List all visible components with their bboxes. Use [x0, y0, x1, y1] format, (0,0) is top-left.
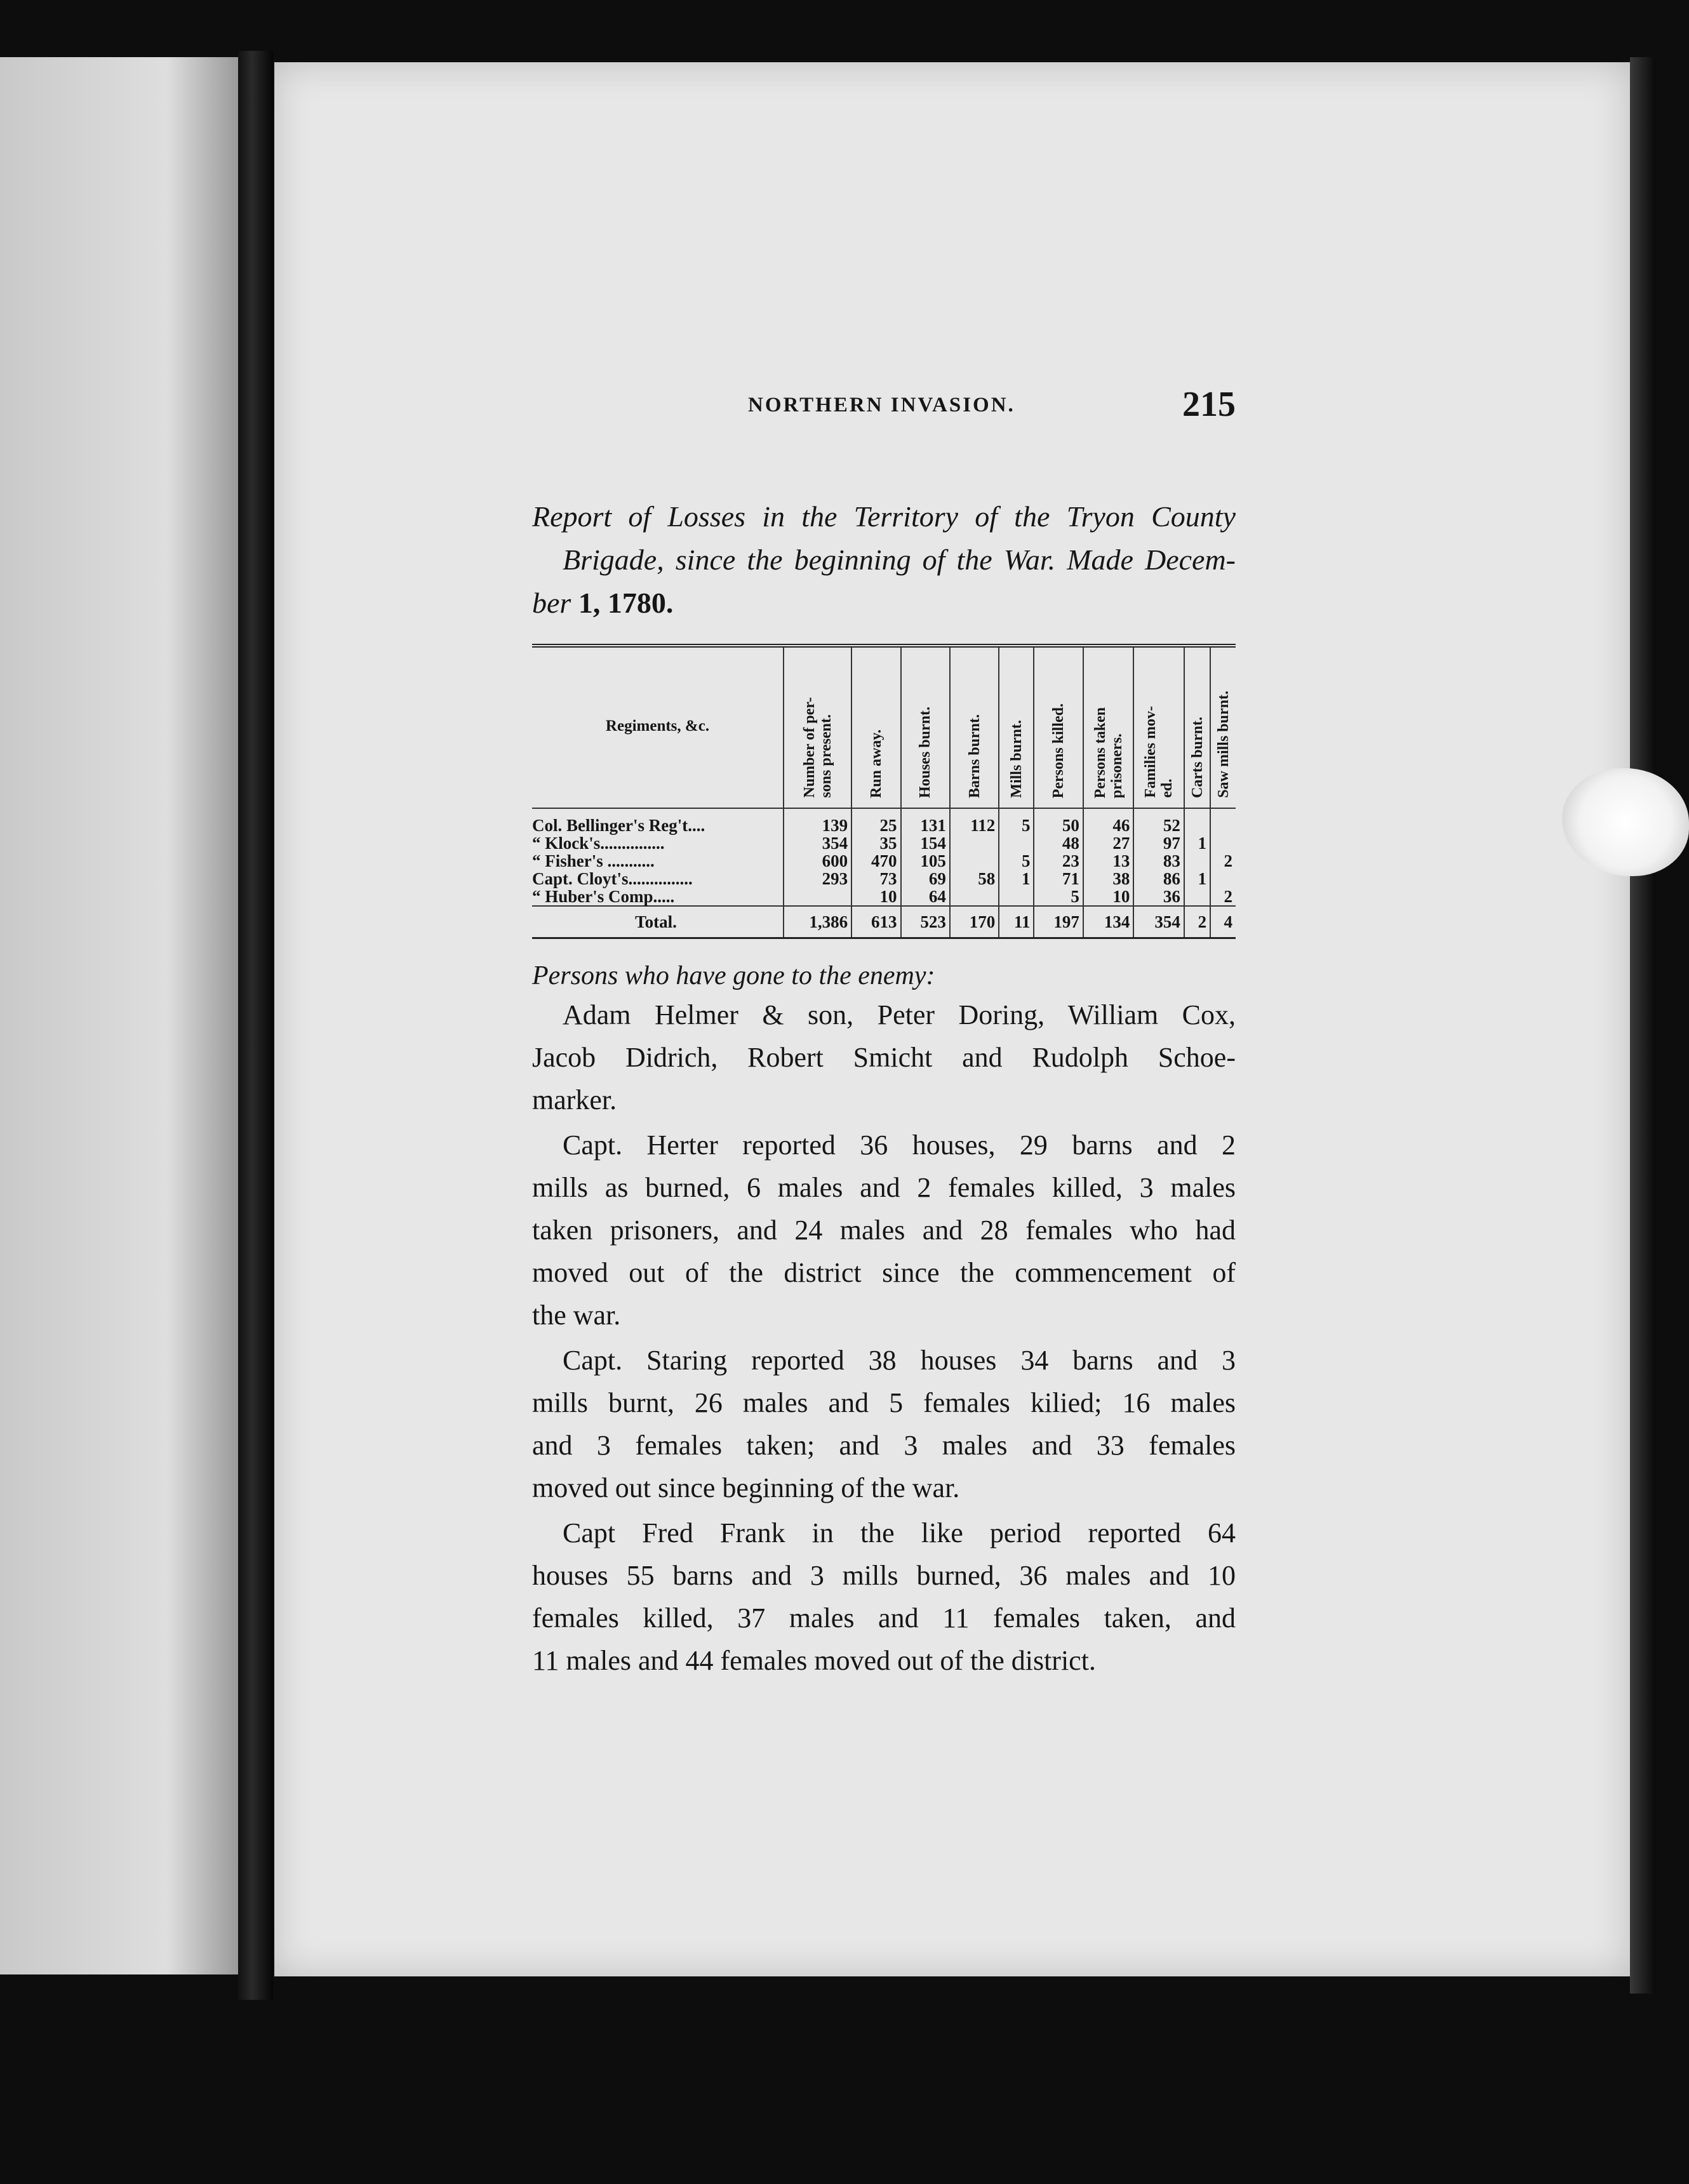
- column-header: Persons taken prisoners.: [1083, 646, 1134, 808]
- table-cell: 64: [901, 888, 950, 906]
- table-cell: [999, 834, 1034, 852]
- table-cell: 154: [901, 834, 950, 852]
- paragraph: [532, 1512, 1236, 1682]
- table-cell: 10: [1083, 888, 1134, 906]
- text-line: mills as burned, 6 males and 2 females killed, 3 males: [532, 1172, 1236, 1203]
- text-line: Capt. Herter reported 36 houses, 29 barns and 2: [563, 1129, 1236, 1161]
- table-cell: 1: [1184, 870, 1210, 888]
- total-cell: 11: [999, 906, 1034, 938]
- text-line: Capt. Staring reported 38 houses 34 barns and 3: [563, 1345, 1236, 1376]
- column-header: Carts burnt.: [1184, 646, 1210, 808]
- table-cell: 139: [784, 808, 851, 834]
- total-cell: 354: [1133, 906, 1184, 938]
- table-cell: 36: [1133, 888, 1184, 906]
- table-cell: 69: [901, 870, 950, 888]
- table-cell: 2: [1210, 852, 1236, 870]
- page-number: 215: [1182, 385, 1236, 424]
- row-label: “ Klock's...............: [532, 834, 665, 853]
- table-cell: 97: [1133, 834, 1184, 852]
- table-cell: [784, 888, 851, 906]
- left-page-edge: [0, 57, 238, 1974]
- text-line: Capt Fred Frank in the like period reported 64: [563, 1517, 1236, 1548]
- text-line: 11 males and 44 females moved out of the district.: [532, 1645, 1096, 1676]
- table-cell: 10: [851, 888, 900, 906]
- column-header: Number of per- sons present.: [784, 646, 851, 808]
- table-cell: 23: [1034, 852, 1083, 870]
- table-cell: 5: [1034, 888, 1083, 906]
- text-line: Adam Helmer & son, Peter Doring, William Cox,: [563, 999, 1236, 1030]
- table-row: [532, 852, 1236, 870]
- table-cell: [950, 888, 999, 906]
- column-header: Mills burnt.: [999, 646, 1034, 808]
- table-cell: 1: [999, 870, 1034, 888]
- text-line: moved out since beginning of the war.: [532, 1472, 960, 1503]
- table-cell: [1210, 870, 1236, 888]
- table-cell: 5: [999, 852, 1034, 870]
- table-cell: 600: [784, 852, 851, 870]
- running-head: [532, 381, 1236, 432]
- table-cell: 470: [851, 852, 900, 870]
- text-line: mills burnt, 26 males and 5 females kilied; 16 males: [532, 1387, 1236, 1418]
- table-total-row: [532, 906, 1236, 938]
- row-header: Regiments, &c.: [532, 646, 784, 808]
- table-cell: [1184, 852, 1210, 870]
- paragraph: [532, 1124, 1236, 1336]
- table-row: [532, 888, 1236, 906]
- table-cell: 293: [784, 870, 851, 888]
- table-cell: 83: [1133, 852, 1184, 870]
- table-row: [532, 870, 1236, 888]
- total-cell: 197: [1034, 906, 1083, 938]
- caption-line: [532, 582, 1236, 625]
- losses-table: [532, 644, 1236, 939]
- total-cell: 613: [851, 906, 900, 938]
- caption-italic-fragment: ber: [532, 587, 571, 619]
- table-cell: 52: [1133, 808, 1184, 834]
- table-cell: 48: [1034, 834, 1083, 852]
- table-cell: 1: [1184, 834, 1210, 852]
- column-header: Barns burnt.: [950, 646, 999, 808]
- table-cell: 105: [901, 852, 950, 870]
- text-line: moved out of the district since the commencement of: [532, 1257, 1236, 1288]
- table-cell: 25: [851, 808, 900, 834]
- caption-date: 1, 1780.: [571, 587, 674, 619]
- row-label: Capt. Cloyt's...............: [532, 869, 693, 888]
- text-line: females killed, 37 males and 11 females taken, and: [532, 1602, 1236, 1634]
- table-cell: [950, 852, 999, 870]
- column-header: Houses burnt.: [901, 646, 950, 808]
- total-label: Total.: [532, 906, 784, 938]
- right-page-edge: [1630, 57, 1655, 1994]
- text-line: taken prisoners, and 24 males and 28 females who had: [532, 1215, 1236, 1246]
- table-cell: 35: [851, 834, 900, 852]
- row-label: “ Fisher's ...........: [532, 851, 655, 870]
- text-line: Jacob Didrich, Robert Smicht and Rudolph Schoe-: [532, 1042, 1236, 1073]
- table-cell: 13: [1083, 852, 1134, 870]
- text-line: houses 55 barns and 3 mills burned, 36 males and 10: [532, 1560, 1236, 1591]
- text-line: and 3 females taken; and 3 males and 33 females: [532, 1430, 1236, 1461]
- table-cell: 50: [1034, 808, 1083, 834]
- row-label: Col. Bellinger's Reg't....: [532, 816, 705, 835]
- table-cell: [1184, 808, 1210, 834]
- paragraph: [532, 1339, 1236, 1509]
- row-label: “ Huber's Comp.....: [532, 887, 675, 906]
- column-header: Families mov- ed.: [1133, 646, 1184, 808]
- book-gutter: [238, 51, 273, 2000]
- table-cell: [950, 834, 999, 852]
- column-header: Saw mills burnt.: [1210, 646, 1236, 808]
- table-cell: 2: [1210, 888, 1236, 906]
- running-title: NORTHERN INVASION.: [748, 394, 1015, 416]
- table-cell: 112: [950, 808, 999, 834]
- section-subhead: Persons who have gone to the enemy:: [532, 961, 935, 990]
- total-cell: 170: [950, 906, 999, 938]
- total-cell: 523: [901, 906, 950, 938]
- column-header: Persons killed.: [1034, 646, 1083, 808]
- paragraph: [532, 994, 1236, 1121]
- total-cell: 134: [1083, 906, 1134, 938]
- table-cell: 354: [784, 834, 851, 852]
- table-cell: [999, 888, 1034, 906]
- table-cell: 86: [1133, 870, 1184, 888]
- page-content: [532, 381, 1236, 1682]
- text-line: marker.: [532, 1084, 617, 1115]
- table-cell: [1210, 834, 1236, 852]
- total-cell: 1,386: [784, 906, 851, 938]
- table-cell: 38: [1083, 870, 1134, 888]
- table-cell: 27: [1083, 834, 1134, 852]
- caption-line: Brigade, since the beginning of the War. Made Decem-: [563, 543, 1236, 576]
- caption-line: Report of Losses in the Territory of the Tryon County: [532, 500, 1236, 533]
- table-header-row: [532, 646, 1236, 808]
- table-row: [532, 808, 1236, 834]
- table-cell: 58: [950, 870, 999, 888]
- table-cell: 46: [1083, 808, 1134, 834]
- column-header: Run away.: [851, 646, 900, 808]
- text-line: the war.: [532, 1300, 621, 1331]
- total-cell: 4: [1210, 906, 1236, 938]
- table-cell: 5: [999, 808, 1034, 834]
- table-cell: [1210, 808, 1236, 834]
- table-cell: 71: [1034, 870, 1083, 888]
- table-cell: 131: [901, 808, 950, 834]
- table-cell: [1184, 888, 1210, 906]
- table-cell: 73: [851, 870, 900, 888]
- table-caption: [532, 495, 1236, 625]
- total-cell: 2: [1184, 906, 1210, 938]
- table-row: [532, 834, 1236, 852]
